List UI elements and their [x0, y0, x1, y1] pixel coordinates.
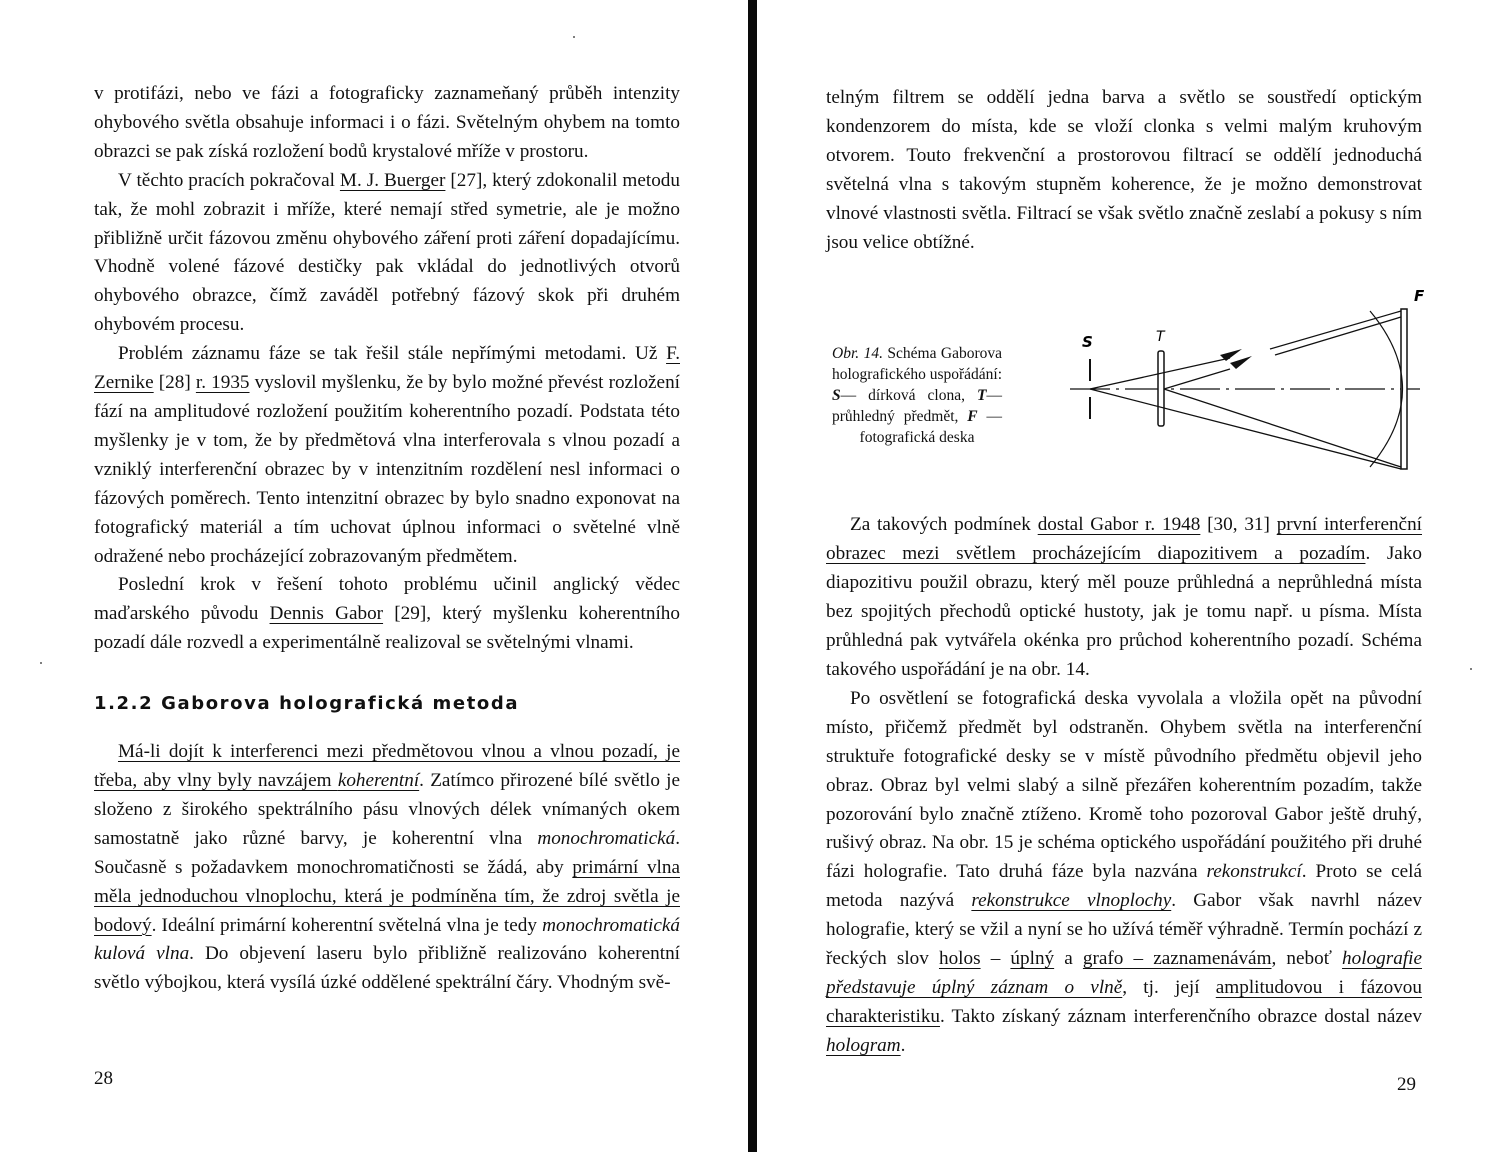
underlined-text: F. Zernike [94, 343, 680, 394]
text-segment: . Současně s požadavkem monochromatičnosti se žádá, aby [94, 827, 680, 878]
caption-s-desc: — dírková clona, [840, 387, 978, 405]
left-paragraphs [94, 80, 680, 658]
underlined-text: dostal Gabor r. 1948 [1037, 514, 1201, 536]
scan-speck [40, 662, 42, 664]
caption-symbol-f: F [967, 408, 978, 426]
text-segment: , neboť [1271, 948, 1343, 970]
paragraph [826, 685, 1422, 1061]
underlined-text: Má-li dojít k interferenci mezi předmětovou vlnou a vlnou pozadí, je třeba, aby vlny byly navzájem [94, 741, 680, 792]
underlined-text: r. 1935 [195, 372, 250, 394]
section-heading: 1.2.2 Gaborova holografická metoda [94, 693, 520, 715]
text-segment: [29], který myšlenku koherentního pozadí dále rozvedl a experimentálně realizoval se světelnými vlnami. [94, 603, 680, 654]
right-paragraphs [826, 511, 1422, 1060]
italic-text: monochromatická [537, 827, 676, 849]
left-text-column [94, 80, 680, 998]
text-segment: . Ideální primární koherentní světelná vlna je tedy [151, 914, 543, 936]
text-segment: . Zatímco přirozené bílé světlo je složeno z širokého spektrálního pásu vlnových délek vnímaných okem samostatně jako různé barvy, je koherentní vlna [94, 770, 680, 849]
paragraph [94, 340, 680, 571]
text-segment: – [980, 948, 1011, 970]
right-text-column [826, 84, 1425, 1061]
paragraph [94, 571, 680, 658]
section-paragraphs [94, 738, 680, 998]
figure-14 [826, 289, 1425, 489]
caption-label: Obr. 14. [832, 345, 883, 363]
figure-caption [832, 343, 1002, 448]
text-segment: v protifázi, nebo ve fázi a fotograficky zaznameňaný průběh intenzity ohybového světla obsahuje informaci i o fázi. Světelným ohybem na tomto obrazci se pak získá rozložení bodů krystalové mříže v prostoru. [94, 83, 680, 162]
caption-symbol-s: S [832, 387, 841, 405]
text-segment: telným filtrem se oddělí jedna barva a světlo se soustředí optickým kondenzorem do místa, kde se vloží clonka s velmi malým kruhovým otvorem. Touto frekvenční a prostorovou filtrací se oddělí jednoduchá světelná vlna s takovým stupněm koherence, že je možno demonstrovat vlnové vlastnosti světla. Filtrací se však světlo značně zeslabí a pokusy s ním jsou velice obtížné. [826, 87, 1422, 253]
paragraph [826, 511, 1422, 684]
text-segment: , tj. její [1122, 976, 1216, 998]
underlined-text: Dennis Gabor [269, 603, 384, 625]
underlined-text: koherentní [337, 770, 420, 792]
scan-speck [1470, 668, 1472, 670]
right-intro-paragraph [826, 84, 1422, 257]
right-page [757, 0, 1506, 1152]
text-segment: . Proto se celá metoda nazývá [826, 861, 1422, 912]
italic-text: rekonstrukcí [1206, 861, 1302, 883]
paragraph [94, 738, 680, 998]
text-segment: vyslovil myšlenku, že by bylo možné převést rozložení fází na amplitudové rozložení použitím koherentního pozadí. Podstata této myšlenky je v tom, že by předmětová vlna interferovala s vlnou pozadí a vzniklý interferenční obrazec by v intenzitním rozdělení nesl informaci o fázových poměrech. Tento intenzitní obrazec by bylo snadno exponovat na fotografický materiál a tím uchovat úplnou informaci o světelné vlně odražené nebo procházející zobrazovaným předmětem. [94, 372, 680, 567]
label-t: T [1156, 329, 1165, 346]
scan-speck [573, 36, 575, 38]
caption-f-desc: — fotografická deska [859, 408, 1003, 447]
text-segment: . [900, 1034, 906, 1056]
ray-t-upper-1 [1164, 369, 1230, 389]
text-segment: . Gabor však navrhl název holografie, který se vžil a nyní se ho užívá téměř výhradně. Termín pochází z řeckých slov [826, 890, 1422, 970]
underlined-text: M. J. Buerger [339, 169, 446, 191]
page-number-left: 28 [94, 1068, 113, 1089]
underlined-text: první interferenční obrazec mezi světlem procházejícím diapozitivem a pozadím [826, 514, 1422, 565]
caption-symbol-t: T [977, 387, 987, 405]
ray-t-lower [1164, 389, 1401, 467]
underlined-text: holografie představuje úplný záznam o vlně [826, 948, 1422, 998]
text-segment: Po osvětlení se fotografická deska vyvolala a vložila opět na původní místo, přičemž předmět byl odstraněn. Ohybem světla na interferenční struktuře fotografické desky se v místě původního předmětu objevil jeho obraz. Obraz byl velmi slabý a silně přezářen koherentním pozadím, takže pozorování bylo značně ztíženo. Kromě toho pozoroval Gabor ještě druhý, rušivý obraz. Na obr. 15 je schéma optického uspořádání použitého při druhé fázi holografie. Tato druhá fáze byla nazvána [826, 687, 1422, 883]
label-s: S [1082, 333, 1093, 352]
caption-text: Schéma Gaborova holografického uspořádání: [832, 345, 1003, 384]
underlined-text: hologram [826, 1034, 901, 1056]
underlined-text: primární vlna měla jednoduchou vlnoplochu, která je podmíněna tím, že zdroj světla je bodový [94, 856, 680, 936]
gabor-setup-diagram [1070, 289, 1430, 489]
ray-s-lower [1090, 389, 1401, 469]
underlined-text: grafo – zaznamenávám [1082, 948, 1272, 970]
text-segment: Poslední krok v řešení tohoto problému učinil anglický vědec maďarského původu [94, 574, 680, 625]
book-spine [748, 0, 757, 1152]
text-segment: [28] [153, 372, 196, 394]
italic-text: monochromatická kulová vlna [94, 914, 680, 965]
page-number-right: 29 [1397, 1074, 1416, 1095]
text-segment: Problém záznamu fáze se tak řešil stále nepřímými metodami. Už [118, 343, 667, 365]
underlined-text: rekonstrukce vlnoplochy [971, 890, 1172, 912]
text-segment: Za takových podmínek [850, 514, 1038, 536]
text-segment: a [1054, 948, 1083, 970]
caption-t-desc: — průhledný předmět, [832, 387, 1002, 426]
paragraph [94, 80, 680, 167]
ray-s-upper-2 [1270, 311, 1401, 349]
paragraph [94, 167, 680, 340]
paragraph [826, 84, 1422, 257]
underlined-text: holos [938, 948, 981, 970]
underlined-text: amplitudovou i fázovou charakteristiku [826, 976, 1422, 1027]
text-segment: . Takto získaný záznam interferenčního obrazce dostal název [940, 1005, 1422, 1027]
underlined-text: úplný [1010, 948, 1055, 970]
left-page [0, 0, 748, 1152]
text-segment: . Do objevení laseru bylo přibližně realizováno koherentní světlo výbojkou, která vysílá úzké oddělené spektrální čáry. Vhodným svě- [94, 943, 681, 994]
text-segment: [27], který zdokonalil metodu tak, že mohl zobrazit i mříže, které nemají střed symetrie, ale je možno přibližně určit fázovou změnu ohybového záření proti záření dopadajícímu. Vhodně volené fázové destičky pak vkládal do jednotlivých otvorů ohybového obrazce, čímž zaváděl potřebný fázový skok při druhém ohybovém procesu. [94, 169, 680, 336]
object-t [1158, 351, 1164, 426]
text-segment: [30, 31] [1200, 514, 1277, 536]
ray-t-upper-2 [1275, 317, 1401, 355]
text-segment: V těchto pracích pokračoval [118, 169, 340, 191]
text-segment: . Jako diapozitivu použil obrazu, který měl pouze průhledná a neprůhledná místa bez spojitých přechodů optické hustoty, jak je tomu např. u písma. Místa průhledná pak vytvářela okénka pro průchod koherentního pozadí. Schéma takového uspořádání je na obr. 14. [826, 543, 1423, 680]
arrow-icon [1230, 356, 1252, 369]
label-f: F [1414, 289, 1425, 306]
